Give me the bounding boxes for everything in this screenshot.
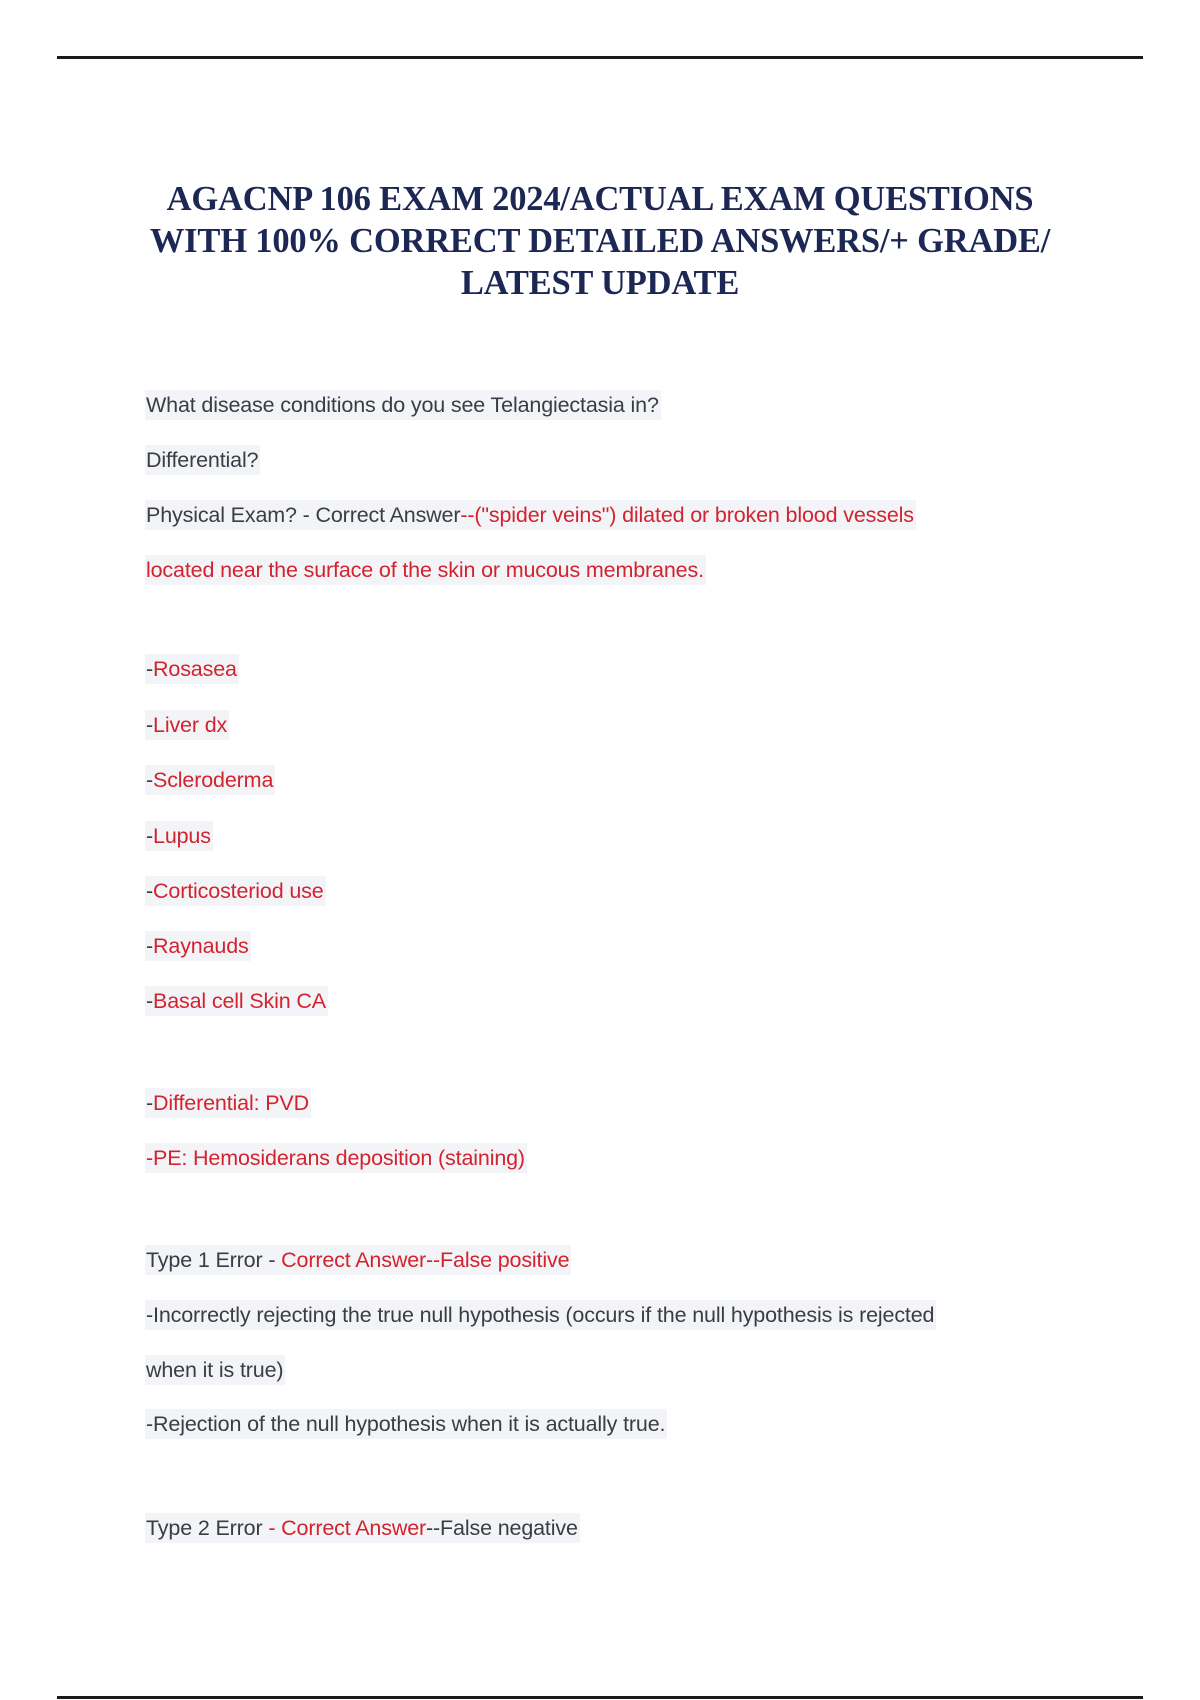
bottom-rule [57, 1696, 1143, 1699]
q1-question-line-2 [145, 445, 260, 475]
list-dash: - [146, 934, 154, 958]
differential-item [145, 1088, 311, 1118]
condition-text: Raynauds [153, 934, 249, 958]
physical-exam-text: -PE: Hemosiderans deposition (staining) [146, 1146, 525, 1170]
q2-note-line [145, 1409, 667, 1439]
q1-question-line-3 [145, 500, 916, 530]
title-line-3: LATEST UPDATE [460, 264, 740, 302]
condition-text: Scleroderma [153, 768, 274, 792]
condition-item [145, 765, 275, 795]
document-title [100, 178, 1100, 304]
title-line-2: WITH 100% CORRECT DETAILED ANSWERS/+ GRADE/ [149, 222, 1051, 260]
physical-exam-item [145, 1143, 527, 1173]
q3-question-text: Type 2 Error [146, 1516, 269, 1540]
q2-note-line [145, 1300, 936, 1330]
condition-item [145, 986, 328, 1016]
condition-item [145, 931, 251, 961]
q2-note-text: when it is true) [146, 1358, 284, 1382]
q1-answer-line-2 [145, 555, 706, 585]
q2-note-text: -Rejection of the null hypothesis when it is actually true. [146, 1412, 666, 1436]
q1-question-text: What disease conditions do you see Telangiectasia in? [146, 393, 659, 417]
q3-question-line [145, 1513, 580, 1543]
q1-physical-exam-prompt: Physical Exam? - Correct Answer [146, 503, 461, 527]
q2-note-line [145, 1355, 285, 1385]
title-line-1: AGACNP 106 EXAM 2024/ACTUAL EXAM QUESTIONS [166, 180, 1034, 218]
condition-item [145, 876, 326, 906]
list-dash: - [146, 713, 154, 737]
condition-text: Lupus [153, 824, 211, 848]
condition-item [145, 710, 229, 740]
q1-question-line-1 [145, 390, 661, 420]
q2-note-text: -Incorrectly rejecting the true null hypothesis (occurs if the null hypothesis is rejected [146, 1303, 935, 1327]
differential-text: Differential: PVD [153, 1091, 309, 1115]
condition-item [145, 821, 213, 851]
q2-question-text: Type 1 Error - [146, 1248, 282, 1272]
condition-text: Basal cell Skin CA [153, 989, 326, 1013]
q3-answer-label: - Correct Answer [268, 1516, 427, 1540]
condition-item [145, 654, 239, 684]
list-dash: - [146, 1091, 154, 1115]
top-rule [57, 56, 1143, 59]
condition-text: Corticosteriod use [153, 879, 324, 903]
q1-answer-continuation: located near the surface of the skin or mucous membranes. [146, 558, 704, 582]
list-dash: - [146, 768, 154, 792]
q1-differential-prompt: Differential? [146, 448, 259, 472]
list-dash: - [146, 989, 154, 1013]
condition-text: Rosasea [153, 657, 237, 681]
list-dash: - [146, 879, 154, 903]
list-dash: - [146, 657, 154, 681]
condition-text: Liver dx [153, 713, 228, 737]
q3-answer-text: --False negative [426, 1516, 578, 1540]
q2-question-line [145, 1245, 571, 1275]
q1-answer-text: --("spider veins") dilated or broken blood vessels [460, 503, 914, 527]
q2-answer-label: Correct Answer [281, 1248, 427, 1272]
list-dash: - [146, 824, 154, 848]
q2-answer-text: --False positive [426, 1248, 570, 1272]
